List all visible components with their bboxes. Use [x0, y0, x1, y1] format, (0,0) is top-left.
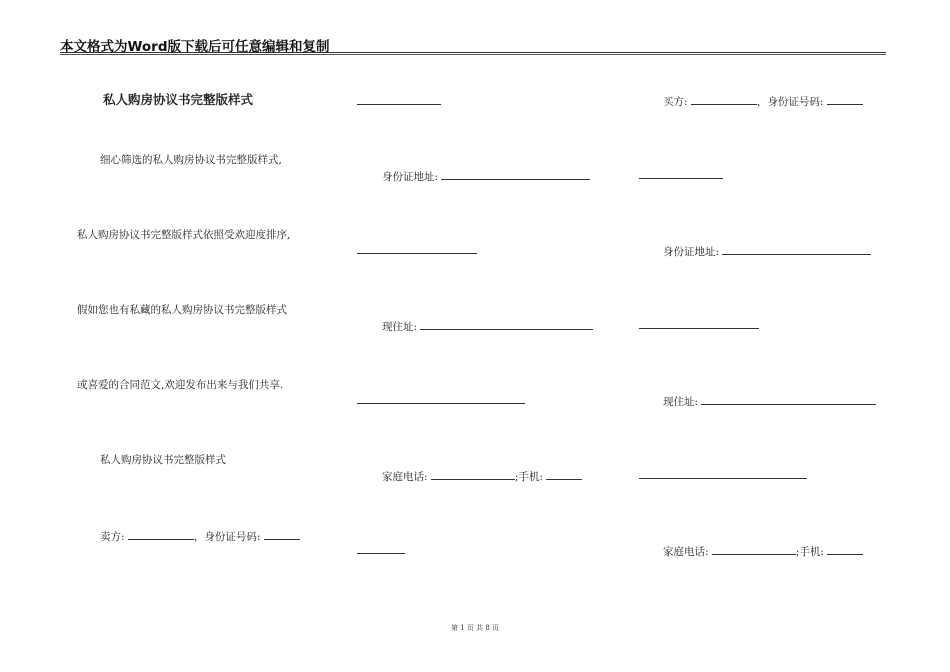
seller-label: 卖方: [100, 531, 125, 543]
seller-phone-line [382, 468, 582, 484]
buyer-id-address-blank-continued[interactable] [639, 328, 759, 329]
seller-name-blank[interactable] [128, 528, 194, 540]
buyer-phone-line [663, 543, 863, 559]
seller-current-address-line [382, 318, 593, 334]
header-rule-thin [60, 54, 886, 55]
buyer-home-phone-blank[interactable] [712, 543, 796, 555]
buyer-home-phone-label: 家庭电话: [663, 546, 709, 558]
seller-id-address-label: 身份证地址: [382, 171, 439, 183]
header-rule [60, 52, 886, 53]
seller-current-address-label: 现住址: [382, 321, 418, 333]
buyer-line [663, 93, 863, 109]
seller-mobile-blank-continued[interactable] [357, 553, 405, 554]
page-number-footer: 第 1 页 共 8 页 [450, 624, 500, 632]
buyer-name-blank[interactable] [691, 93, 757, 105]
intro-paragraph-line-3: 假如您也有私藏的私人购房协议书完整版样式 [77, 304, 287, 316]
document-header-title: 本文格式为Word版下载后可任意编辑和复制 [60, 39, 330, 55]
seller-id-address-blank-continued[interactable] [357, 253, 477, 254]
seller-mobile-blank[interactable] [546, 468, 582, 480]
intro-paragraph-line-1: 细心筛选的私人购房协议书完整版样式, [100, 154, 282, 166]
seller-home-phone-blank[interactable] [431, 468, 515, 480]
buyer-label: 买方: [663, 96, 688, 108]
seller-id-address-blank[interactable] [441, 168, 590, 180]
buyer-id-number-label: ，身份证号码: [756, 96, 824, 108]
seller-home-phone-label: 家庭电话: [382, 471, 428, 483]
seller-mobile-label: ;手机: [514, 471, 543, 483]
buyer-id-address-label: 身份证地址: [663, 246, 720, 258]
buyer-id-number-blank[interactable] [827, 93, 863, 105]
section-heading: 私人购房协议书完整版样式 [100, 454, 226, 466]
buyer-id-address-blank[interactable] [722, 243, 871, 255]
seller-id-number-blank-continued[interactable] [357, 104, 441, 105]
seller-current-address-blank[interactable] [420, 318, 593, 330]
intro-paragraph-line-4: 或喜爱的合同范文,欢迎发布出来与我们共享. [77, 379, 284, 391]
buyer-id-address-line [663, 243, 871, 259]
intro-paragraph-line-2: 私人购房协议书完整版样式依照受欢迎度排序, [77, 229, 291, 241]
buyer-mobile-label: ;手机: [795, 546, 824, 558]
seller-current-address-blank-continued[interactable] [357, 403, 525, 404]
buyer-current-address-blank[interactable] [701, 393, 876, 405]
buyer-current-address-line [663, 393, 876, 409]
buyer-mobile-blank[interactable] [827, 543, 863, 555]
document-title: 私人购房协议书完整版样式 [103, 92, 254, 107]
seller-line [100, 528, 300, 544]
buyer-current-address-blank-continued[interactable] [639, 478, 807, 479]
seller-id-address-line [382, 168, 590, 184]
seller-id-number-label: ，身份证号码: [193, 531, 261, 543]
buyer-id-number-blank-continued[interactable] [639, 178, 723, 179]
seller-id-number-blank[interactable] [264, 528, 300, 540]
buyer-current-address-label: 现住址: [663, 396, 699, 408]
